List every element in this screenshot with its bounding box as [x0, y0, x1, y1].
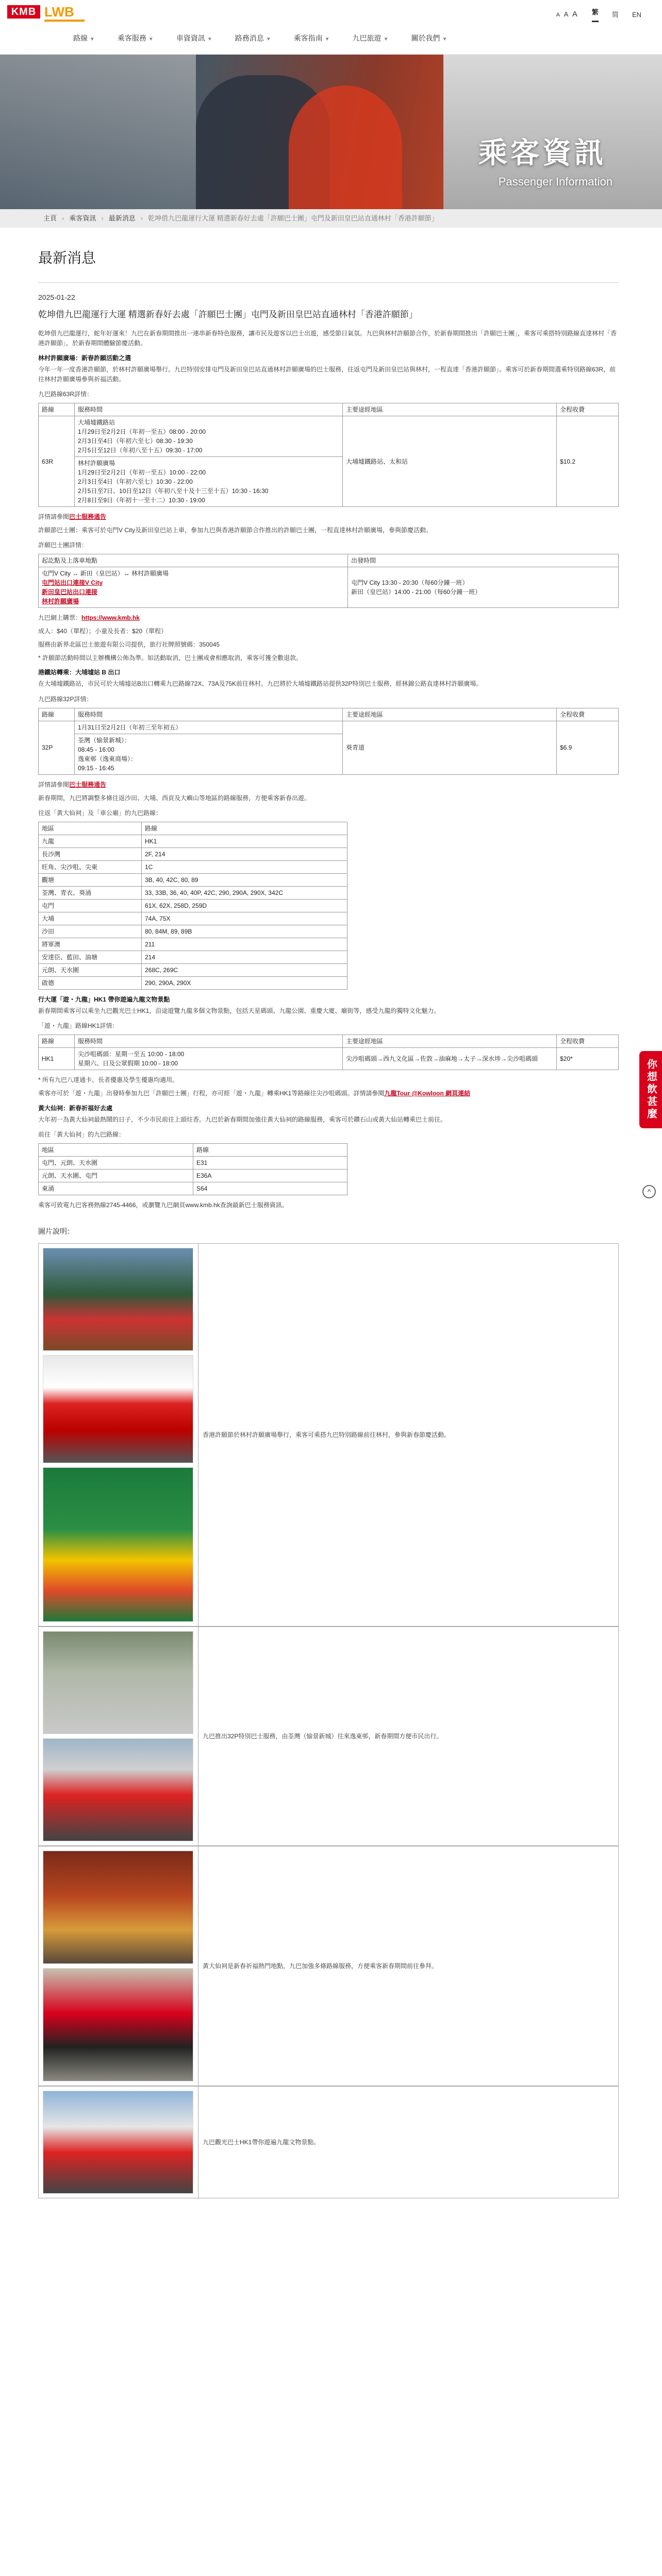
tour-kowloon-link[interactable]: 九龍Tour @Kowloon 網頁連結: [384, 1090, 471, 1097]
kmb-logo[interactable]: KMB: [7, 5, 40, 19]
nav-label: 路線: [73, 34, 88, 42]
lang-sc-button[interactable]: 简: [611, 10, 619, 19]
table-cell: 元朗、天水圍: [39, 963, 142, 976]
table-cell-text: 屯門V City ↔ 新田（皇巴站）↔ 林村許願廣場: [42, 570, 169, 578]
table-cell: 1月31日至2月2日（年初三至年初五）: [75, 721, 343, 734]
breadcrumb-separator: ›: [62, 214, 64, 222]
table-cell: [75, 416, 343, 457]
table-header: 路線: [39, 403, 75, 416]
chevron-down-icon: ▼: [90, 37, 95, 42]
v-city-link[interactable]: 屯門站出口連接V City: [42, 579, 103, 587]
table-cell-link[interactable]: [42, 597, 344, 606]
table-row: [39, 848, 347, 860]
lang-en-button[interactable]: EN: [632, 10, 641, 19]
lang-tc-button[interactable]: 繁: [592, 7, 599, 22]
service-time: 星期六、日及公眾假期 10:00 - 18:00: [78, 1060, 178, 1067]
section-heading: 林村許願廣場：新春許願活動之選: [38, 354, 131, 362]
photos-heading: 圖片說明：: [38, 1227, 74, 1235]
table-cell: [75, 457, 343, 507]
photo-row: [38, 1243, 619, 1626]
table-row: [39, 835, 347, 848]
bus-notice-link[interactable]: 巴士服務通告: [69, 513, 107, 521]
table-header: 主要途經地區: [343, 1035, 557, 1048]
lam-tsuen-link[interactable]: 林村許願廣場: [42, 598, 79, 605]
table-header: 全程收費: [557, 708, 619, 721]
table-cell: 63R: [39, 416, 75, 507]
sightseeing-bus-photo: [43, 2091, 193, 2194]
service-time: 2月3日至4日（年初六至七）08:30 - 19:30: [78, 437, 193, 445]
table-cell: 尖沙咀碼頭→西九文化區→佐敦→油麻地→太子→深水埗→尖沙咀碼頭: [343, 1048, 557, 1070]
photo-cell: [39, 1627, 198, 1845]
section-text: [38, 1089, 619, 1098]
table-cell: 元朗、天水圍、屯門: [39, 1170, 193, 1182]
chevron-down-icon: ▼: [148, 37, 154, 42]
bus-photo: [43, 1355, 193, 1463]
table-header: 地區: [39, 822, 142, 835]
route-63r-table: [38, 403, 619, 507]
service-time: 09:15 - 16:45: [78, 764, 114, 772]
table-header: 路線: [39, 1035, 75, 1048]
breadcrumb-subsection[interactable]: 最新消息: [108, 214, 136, 222]
photo-row: [38, 2086, 619, 2198]
table-header-row: [39, 822, 347, 835]
nav-label: 路務消息: [235, 34, 264, 42]
page-title: 最新消息: [38, 250, 96, 266]
table-cell: E31: [193, 1157, 347, 1170]
photo-caption: 九巴觀光巴士HK1帶你遊遍九龍文物景點。: [203, 2138, 320, 2146]
section-heading: 黃大仙祠：新春祈福好去處: [38, 1105, 113, 1112]
bus-stop-sign-photo: [43, 1968, 193, 2081]
photo-caption: 香港許願節於林村許願廣場舉行，乘客可乘搭九巴特別路線前往林村，參與新春節慶活動。: [203, 1431, 451, 1438]
section-text: 新春期間乘客可以乘坐九巴觀光巴士HK1，沿途遊覽九龍多個文物景點，包括天星碼頭、九龍公園、重慶大廈、廟街等，感受九龍的獨特文化魅力。: [38, 1007, 440, 1014]
table-note: [38, 780, 619, 789]
route-32p-table: [38, 708, 619, 775]
table-cell: 安達臣、藍田、油塘: [39, 951, 142, 963]
table-note: [38, 512, 619, 521]
table-cell: 屯門: [39, 899, 142, 912]
chevron-down-icon: ▼: [442, 37, 448, 42]
lwb-logo[interactable]: LWB: [44, 4, 74, 20]
bus-stop-photo: [43, 1631, 193, 1734]
nav-label: 乘客指南: [293, 34, 323, 42]
photo-row: [38, 1846, 619, 2086]
table-cell: $10.2: [557, 416, 619, 507]
tour-table: [38, 554, 619, 608]
table-cell: 74A, 75X: [142, 912, 347, 925]
table-row: [39, 860, 347, 873]
table-row: [39, 1170, 347, 1182]
fare-text: 成人：$40（單程）；小童及長者：$20（單程）: [38, 628, 168, 635]
main-nav: [62, 29, 458, 47]
note-text: 詳情請參閱: [38, 513, 70, 521]
table-cell: 觀塘: [39, 873, 142, 886]
table-header-row: [39, 1144, 347, 1157]
poster-photo: [43, 1467, 193, 1622]
back-to-top-icon[interactable]: ^: [642, 1185, 656, 1198]
hero-banner: [0, 55, 662, 209]
table-row: [39, 925, 347, 938]
table-cell: 2F, 214: [142, 848, 347, 860]
san-tin-link[interactable]: 新田皇巴站出口連接: [42, 588, 98, 596]
chevron-down-icon: ▼: [324, 37, 330, 42]
table-cell: [75, 734, 343, 774]
breadcrumb-separator: ›: [140, 214, 143, 222]
chevron-down-icon: ▼: [266, 37, 271, 42]
breadcrumb-current: 乾坤借九巴龍運行大運 精選新春好去處「許願巴士團」屯門及新田皇巴站直通林村「香港許願節」: [148, 214, 438, 222]
table-header-row: [39, 708, 619, 721]
table-cell-link[interactable]: [42, 578, 344, 587]
bus-photo: [43, 1738, 193, 1841]
article-date: 2025-01-22: [38, 293, 75, 301]
table-cell-link[interactable]: [42, 587, 344, 597]
table-cell: 旺角、尖沙咀、尖東: [39, 860, 142, 873]
table-row: [39, 1157, 347, 1170]
online-booking-link[interactable]: https://www.kmb.hk: [81, 614, 140, 622]
table-row: [39, 721, 619, 734]
photo-cell: [39, 1244, 198, 1626]
table-cell: E36A: [193, 1170, 347, 1182]
service-time: 1月29日至2月2日（年初一至五）10:00 - 22:00: [78, 469, 206, 477]
table-cell: HK1: [39, 1048, 75, 1070]
hero-title: 乘客資訊: [478, 137, 606, 170]
table-row: [39, 416, 619, 457]
table-cell: 211: [142, 938, 347, 951]
service-time: 08:45 - 16:00: [78, 745, 114, 753]
table-cell: 沙田: [39, 925, 142, 938]
main-content: [0, 247, 662, 2198]
nav-item-routes[interactable]: [62, 29, 106, 47]
table-caption: 許願巴士團詳情：: [38, 541, 88, 549]
table-header: 地區: [39, 1144, 193, 1157]
section-heading: 行大運「遊・九龍」HK1 帶你遊遍九龍文物景點: [38, 995, 170, 1003]
nav-label: 乘客服務: [117, 34, 146, 42]
photo-caption: 黃大仙祠是新春祈福熱門地點，九巴加強多條路線服務，方便乘客新春期間前往參拜。: [203, 1962, 438, 1970]
table-cell: 32P: [39, 721, 75, 774]
section-text: 今年一年一度香港許願節，於林村許願廣場舉行。九巴特別安排屯門及新田皇巴站直通林村許願廣場的巴士服務，往返屯門及新田皇巴站與林村，一程直達「香港許願節」。乘客可於新春期間選乘特別路線63R，前往林村許願廣場參與祈福活動。: [38, 365, 616, 383]
table-cell: 東涌: [39, 1182, 193, 1195]
article-title: 乾坤借九巴龍運行大運 精選新春好去處「許願巴士團」屯門及新田皇巴站直通林村「香港許願節」: [38, 310, 418, 319]
table-cell: S64: [193, 1182, 347, 1195]
font-medium-button[interactable]: A: [564, 10, 569, 18]
table-cell: HK1: [142, 835, 347, 848]
contact-text: 乘客可致電九巴客務熱線2745-4466，或瀏覽九巴網頁www.kmb.hk查詢最新巴士服務資訊。: [38, 1201, 288, 1209]
font-size-controls: [555, 9, 578, 21]
service-time: 尖沙咀碼頭：星期一至五 10:00 - 18:00: [78, 1050, 185, 1058]
temple-routes-table: [38, 822, 347, 990]
table-cell: 將軍澳: [39, 938, 142, 951]
table-note: [38, 613, 619, 622]
nav-label: 車資資訊: [176, 34, 205, 42]
table-header: 全程收費: [557, 403, 619, 416]
nav-item-tours[interactable]: [341, 29, 400, 47]
table-cell: $20*: [557, 1048, 619, 1070]
breadcrumb: [0, 209, 662, 228]
table-cell: 啟德: [39, 976, 142, 989]
table-row: [39, 963, 347, 976]
table-cell-text: 新田（皇巴站）14:00 - 21:00（每60分鐘一班）: [351, 588, 482, 596]
article-intro: 乾坤借九巴龍運行，蛇年好運來！九巴在新春期間推出一連串新春特色服務，讓市民及遊客以巴士出遊，感受節日氣氛。九巴與林村許願節合作，於新春期間推出「許願巴士團」，乘客可乘搭特別路線直達林村「香港許願節」，於新春期間體驗節慶活動。: [38, 329, 617, 347]
table-header: 服務時間: [75, 708, 343, 721]
table-cell: 長沙灣: [39, 848, 142, 860]
table-row: [39, 886, 347, 899]
photo-cell: [39, 1846, 198, 2086]
table-cell-text: 屯門V City 13:30 - 20:30（每60分鐘一班）: [351, 579, 469, 587]
table-cell: 葵青道: [343, 721, 557, 774]
service-time: 2月5日至7日、10日至12日（年初八至十及十三至十五）10:30 - 16:30: [78, 487, 269, 495]
site-header: [0, 0, 662, 55]
photo-row: [38, 1626, 619, 1846]
festival-photo: [43, 1248, 193, 1351]
table-row: [39, 912, 347, 925]
nav-label: 九巴旅遊: [352, 34, 382, 42]
table-cell: [75, 1048, 343, 1070]
table-cell: 268C, 269C: [142, 963, 347, 976]
table-cell: 3B, 40, 42C, 80, 89: [142, 873, 347, 886]
breadcrumb-home[interactable]: 主頁: [43, 214, 57, 222]
nav-item-news[interactable]: [224, 29, 283, 47]
section-text: 大年初一為黃大仙祠最熱鬧的日子，不少市民前往上頭炷香。九巴於新春期間加強往黃大仙祠的路線服務，乘客可於鑽石山或黃大仙站轉乘巴士前往。: [38, 1116, 447, 1124]
table-cell: 大埔: [39, 912, 142, 925]
side-promo-badge[interactable]: 你想飲甚麼: [639, 1051, 662, 1128]
hero-bg-shape: [0, 55, 196, 209]
table-row: [39, 567, 619, 608]
breadcrumb-separator: ›: [101, 214, 104, 222]
table-caption: 前往「黃大仙祠」的九巴路線：: [38, 1131, 125, 1139]
chevron-down-icon: ▼: [207, 37, 212, 42]
table-header-row: [39, 403, 619, 416]
table-row: [39, 873, 347, 886]
table-cell: 1C: [142, 860, 347, 873]
table-cell: [39, 567, 348, 608]
table-header: 路線: [142, 822, 347, 835]
top-tools: [555, 7, 641, 22]
times-label: 大埔墟鐵路站: [78, 419, 115, 427]
temple-photo: [43, 1851, 193, 1964]
table-header: 全程收費: [557, 1035, 619, 1048]
table-row: [39, 899, 347, 912]
table-cell: $6.9: [557, 721, 619, 774]
table-header-row: [39, 1035, 619, 1048]
divider: [38, 282, 619, 283]
section-text: 在大埔墟鐵路站，市民可於大埔墟站B出口轉乘九巴路線72X、73A及75K前往林村。九巴將於大埔墟鐵路站提供32P特別巴士服務，經林錦公路直達林村許願廣場。: [38, 680, 483, 688]
nav-item-passenger-service[interactable]: [106, 29, 165, 47]
section-heading: 港鐵站轉乘：大埔墟站 B 出口: [38, 669, 121, 676]
table-cell: 61X, 62X, 258D, 259D: [142, 899, 347, 912]
chevron-down-icon: ▼: [383, 37, 389, 42]
wong-tai-sin-routes-table: [38, 1143, 347, 1195]
table-header: 路線: [193, 1144, 347, 1157]
operator-text: 服務由新界北區巴士旅遊有限公司提供，旅行社牌照號碼：350045: [38, 641, 220, 649]
table-header: 出發時間: [348, 554, 619, 567]
table-cell: 80, 84M, 89, 89B: [142, 925, 347, 938]
service-time: 2月3日至4日（年初六至七）10:30 - 22:00: [78, 478, 193, 486]
table-note: * 所有九巴八達通卡、長者優惠及學生優惠均適用。: [38, 1076, 179, 1083]
table-cell: 大埔墟鐵路站、太和站: [343, 416, 557, 507]
font-small-button[interactable]: A: [556, 12, 560, 18]
table-row: [39, 1048, 619, 1070]
table-caption: 九巴路線32P詳情：: [38, 695, 93, 703]
times-label: 林村許願廣場: [78, 460, 115, 467]
table-cell: 九龍: [39, 835, 142, 848]
section-text: 新春期間，九巴將調整多條往返沙田、大埔、西貢及大嶼山等地區的路線服務，方便乘客新春出遊。: [38, 794, 311, 802]
table-header: 主要途經地區: [343, 708, 557, 721]
table-header: 服務時間: [75, 1035, 343, 1048]
service-time: 1月29日至2月2日（年初一至五）08:00 - 20:00: [78, 428, 206, 436]
times-label: 荃灣（愉景新城）：: [78, 736, 131, 744]
table-row: [39, 951, 347, 963]
route-hk1-table: [38, 1035, 619, 1070]
photo-caption: 九巴推出32P特別巴士服務，由荃灣（愉景新城）往來逸東邨，新春期間方便市民出行。: [203, 1732, 443, 1740]
table-cell: 290, 290A, 290X: [142, 976, 347, 989]
table-cell: 33, 33B, 36, 40, 40P, 42C, 290, 290A, 290X, 342C: [142, 886, 347, 899]
table-cell: 214: [142, 951, 347, 963]
note-text: 詳情請參閱: [38, 781, 70, 788]
table-header-row: [39, 554, 619, 567]
table-caption: 九巴路線63R詳情：: [38, 391, 93, 398]
table-row: [39, 938, 347, 951]
service-time: 2月8日至9日（年初十一至十二）10:30 - 19:00: [78, 497, 205, 504]
table-cell: 荃灣、青衣、葵涌: [39, 886, 142, 899]
bus-notice-link[interactable]: 巴士服務通告: [69, 781, 107, 788]
table-cell: [348, 567, 619, 608]
times-label: 逸東邨（逸東商場）：: [78, 755, 137, 762]
service-time: 2月5日至12日（年初八至十五）09:30 - 17:00: [78, 447, 203, 454]
table-header: 服務時間: [75, 403, 343, 416]
table-header: 主要途經地區: [343, 403, 557, 416]
nav-item-guide[interactable]: [283, 29, 341, 47]
disclaimer-text: * 許願節活動時間以主辦機構公佈為準。如活動取消，巴士團或會相應取消，乘客可獲全數退款。: [38, 654, 303, 662]
breadcrumb-section[interactable]: 乘客資訊: [69, 214, 96, 222]
lwb-logo-bar: [44, 20, 85, 22]
table-caption: 「遊・九龍」路線HK1詳情：: [38, 1022, 119, 1029]
hero-bg-shape: [289, 86, 402, 209]
photo-cell: [39, 2087, 198, 2198]
table-header: 路線: [39, 708, 75, 721]
section-text: 許願節巴士團：乘客可於屯門V City及新田皇巴站上車，參加九巴與香港許願節合作推出的許願巴士團，一程直達林村許願廣場，參與節慶活動。: [38, 527, 433, 534]
table-cell: 屯門、元朗、天水圍: [39, 1157, 193, 1170]
note-text: 九巴網上購票：: [38, 614, 82, 622]
font-large-button[interactable]: A: [572, 10, 577, 19]
section-text-body: 乘客亦可於「遊・九龍」出發時參加九巴「許願巴士團」行程，亦可經「遊・九龍」轉乘HK1等路線往尖沙咀碼頭。詳情請參閱: [38, 1090, 385, 1097]
nav-item-fares[interactable]: [165, 29, 224, 47]
table-header: 起訖點及上落車地點: [39, 554, 348, 567]
nav-item-about[interactable]: [400, 29, 458, 47]
table-caption: 往返「黃大仙祠」及「車公廟」的九巴路線：: [38, 809, 162, 817]
table-row: [39, 1182, 347, 1195]
nav-label: 關於我們: [411, 34, 440, 42]
table-row: [39, 976, 347, 989]
hero-subtitle: Passenger Information: [498, 175, 613, 188]
